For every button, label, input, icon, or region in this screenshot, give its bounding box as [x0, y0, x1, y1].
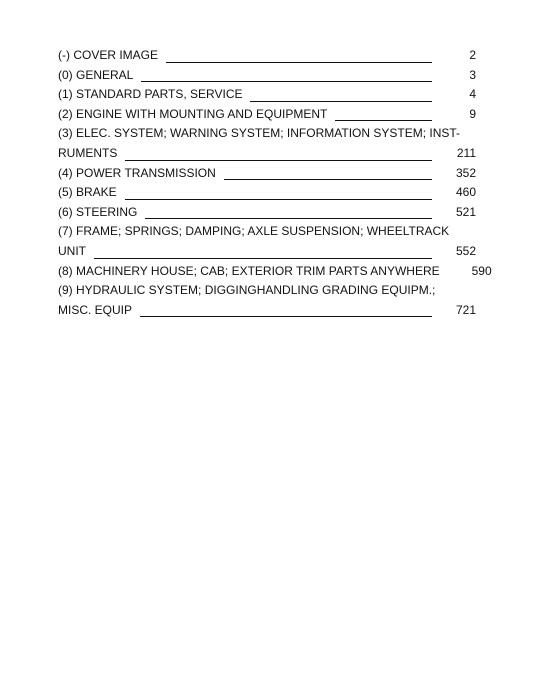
- toc-entry-title: (2) ENGINE WITH MOUNTING AND EQUIPMENT: [58, 106, 328, 121]
- toc-entry-title: RUMENTS: [58, 145, 118, 160]
- toc-entry-title: (4) POWER TRANSMISSION: [58, 165, 216, 180]
- toc-entry[interactable]: [58, 222, 476, 261]
- toc-entry-title: UNIT: [58, 243, 86, 258]
- toc-entry[interactable]: [58, 164, 476, 184]
- toc-entry-title: (9) HYDRAULIC SYSTEM; DIGGINGHANDLING GRADING EQUIPM.;: [58, 283, 436, 298]
- toc-page-number: 4: [469, 87, 476, 102]
- toc-entry[interactable]: [58, 262, 492, 282]
- toc-page-number: 2: [469, 48, 476, 62]
- toc-page-number: 352: [455, 165, 476, 180]
- toc-entry-title: (5) BRAKE: [58, 185, 117, 200]
- toc-entry[interactable]: [58, 203, 476, 223]
- leader-line: [125, 199, 432, 200]
- toc-entry-title: MISC. EQUIP: [58, 302, 133, 317]
- toc-page-number: 521: [455, 204, 476, 219]
- toc-entry[interactable]: [58, 281, 476, 320]
- leader-line: [140, 316, 432, 317]
- leader-line: [141, 81, 432, 82]
- toc-entry-title: (3) ELEC. SYSTEM; WARNING SYSTEM; INFORMATION SYSTEM; INST-: [58, 126, 461, 141]
- toc-entry[interactable]: [58, 66, 476, 86]
- toc-page-number: 9: [469, 106, 476, 121]
- toc-entry-title: (-) COVER IMAGE: [58, 48, 159, 62]
- leader-line: [250, 101, 432, 102]
- toc-entry[interactable]: [58, 46, 476, 66]
- toc-page-number: 3: [469, 67, 476, 82]
- leader-line: [94, 258, 432, 259]
- toc-entry[interactable]: [58, 105, 476, 125]
- toc-page-number: 552: [455, 243, 476, 258]
- leader-line: [125, 160, 432, 161]
- toc-entry-title: (8) MACHINERY HOUSE; CAB; EXTERIOR TRIM PARTS ANYWHERE: [58, 263, 440, 278]
- leader-line: [224, 179, 432, 180]
- toc-entry-title: (6) STEERING: [58, 204, 138, 219]
- toc-entry[interactable]: [58, 183, 476, 203]
- toc-page-number: 460: [455, 185, 476, 200]
- toc-entry[interactable]: [58, 85, 476, 105]
- leader-line: [335, 120, 432, 121]
- toc-entry-title: (1) STANDARD PARTS, SERVICE: [58, 87, 243, 102]
- table-of-contents: [58, 46, 492, 320]
- toc-page-number: 721: [455, 302, 476, 317]
- toc-entry-title: (0) GENERAL: [58, 67, 134, 82]
- leader-line: [145, 218, 432, 219]
- toc-entry[interactable]: [58, 124, 476, 163]
- toc-page-number: 211: [456, 145, 476, 160]
- toc-entry-title: (7) FRAME; SPRINGS; DAMPING; AXLE SUSPENSION; WHEELTRACK: [58, 224, 450, 239]
- leader-line: [166, 62, 432, 63]
- toc-page-number: 590: [471, 263, 492, 278]
